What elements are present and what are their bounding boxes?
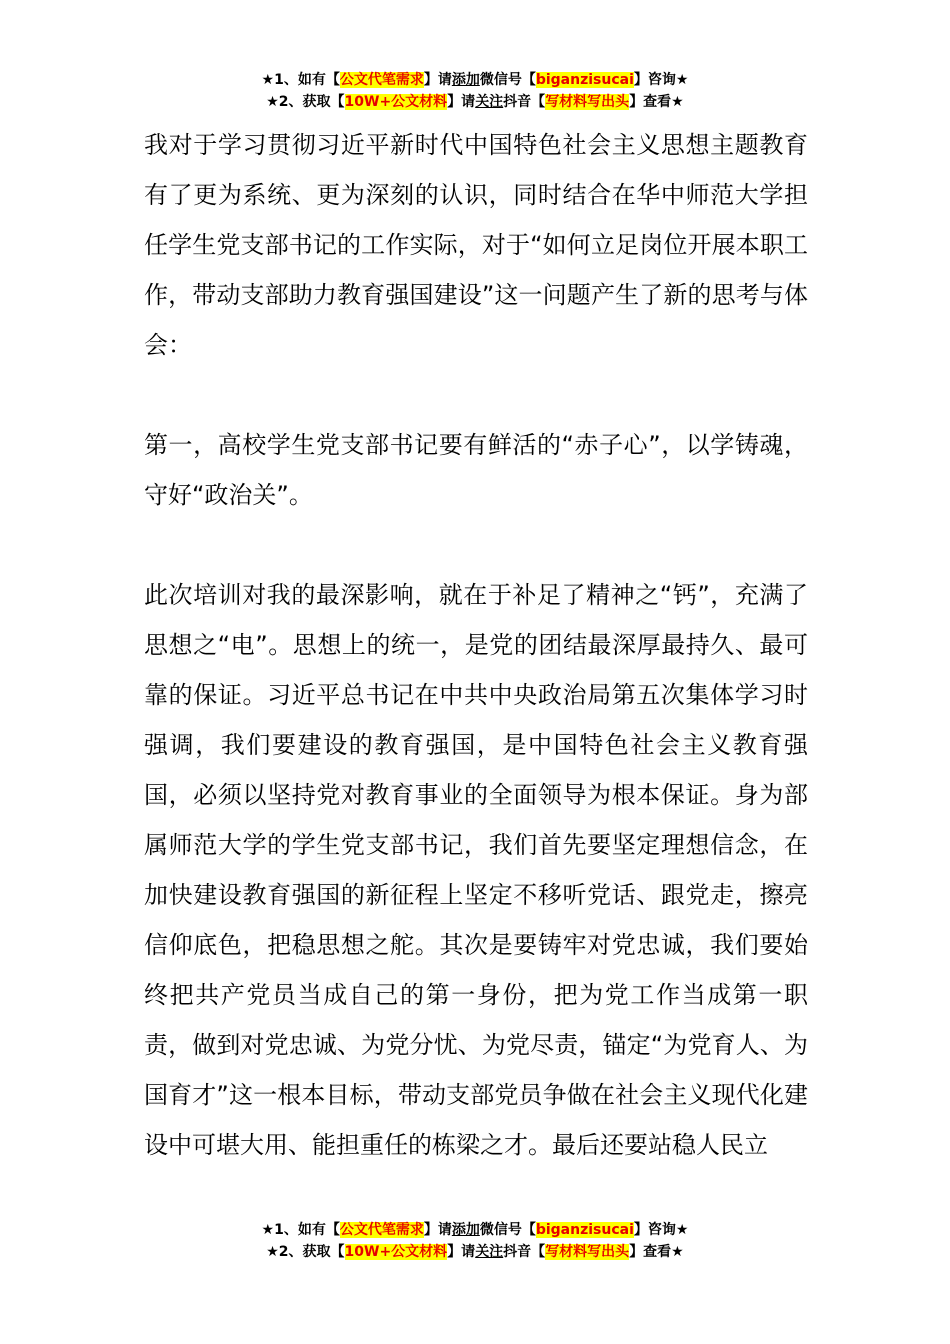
body-paragraph: 我对于学习贯彻习近平新时代中国特色社会主义思想主题教育有了更为系统、更为深刻的认识，同时结合在华中师范大学担任学生党支部书记的工作实际，对于“如何立足岗位开展本职工作，带动支部助力教育强国建设”这一问题产生了新的思考与体会：: [144, 131, 808, 359]
banner-highlight: 写材料写出头: [545, 1244, 630, 1260]
footer-banner: [0, 1219, 950, 1263]
banner-highlight: biganzisucai: [535, 72, 634, 88]
section-heading: 第一，高校学生党支部书记要有鲜活的“赤子心”，以学铸魂，守好“政治关”。: [144, 431, 808, 509]
banner-line-1: ★1、如有【公文代笔需求】请添加微信号【biganzisucai】咨询★: [261, 1222, 689, 1238]
banner-highlight: 公文代笔需求: [339, 72, 424, 88]
banner-highlight: 10W+公文材料: [344, 1244, 448, 1260]
banner-line-2: ★2、获取【10W+公文材料】请关注抖音【写材料写出头】查看★: [266, 94, 684, 110]
banner-highlight: 公文代笔需求: [339, 1222, 424, 1238]
banner-emphasis: 添加: [451, 1222, 480, 1238]
banner-highlight: 写材料写出头: [545, 94, 630, 110]
banner-highlight: biganzisucai: [535, 1222, 634, 1238]
document-body: [144, 120, 808, 1170]
banner-emphasis: 添加: [451, 72, 480, 88]
body-paragraph: 此次培训对我的最深影响，就在于补足了精神之“钙”，充满了思想之“电”。思想上的统一，是党的团结最深厚最持久、最可靠的保证。习近平总书记在中共中央政治局第五次集体学习时强调，我们要建设的教育强国，是中国特色社会主义教育强国，必须以坚持党对教育事业的全面领导为根本保证。身为部属师范大学的学生党支部书记，我们首先要坚定理想信念，在加快建设教育强国的新征程上坚定不移听党话、跟党走，擦亮信仰底色，把稳思想之舵。其次是要铸牢对党忠诚，我们要始终把共产党员当成自己的第一身份，把为党工作当成第一职责，做到对党忠诚、为党分忧、为党尽责，锚定“为党育人、为国育才”这一根本目标，带动支部党员争做在社会主义现代化建设中可堪大用、能担重任的栋梁之才。最后还要站稳人民立: [144, 581, 808, 1159]
banner-line-2: ★2、获取【10W+公文材料】请关注抖音【写材料写出头】查看★: [266, 1244, 684, 1260]
banner-highlight: 10W+公文材料: [344, 94, 448, 110]
paragraph-spacer: [144, 370, 808, 420]
banner-line-1: ★1、如有【公文代笔需求】请添加微信号【biganzisucai】咨询★: [261, 72, 689, 88]
paragraph-spacer: [144, 520, 808, 570]
banner-emphasis: 关注: [475, 1244, 504, 1260]
header-banner: [0, 69, 950, 113]
banner-emphasis: 关注: [475, 94, 504, 110]
